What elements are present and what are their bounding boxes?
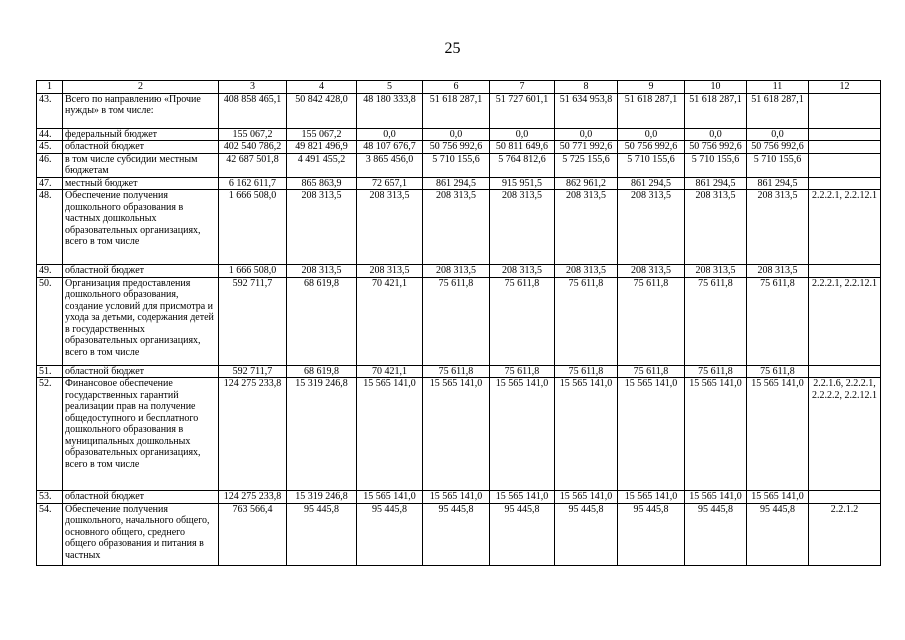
table-row xyxy=(37,491,881,504)
value-cell: 50 811 649,6 xyxy=(490,141,555,154)
value-cell: 208 313,5 xyxy=(357,190,423,265)
row-description: областной бюджет xyxy=(63,265,219,278)
value-cell: 15 565 141,0 xyxy=(357,378,423,491)
activity-code: 2.2.2.1, 2.2.12.1 xyxy=(809,277,881,365)
row-number: 47. xyxy=(37,177,63,190)
value-cell: 861 294,5 xyxy=(747,177,809,190)
value-cell: 95 445,8 xyxy=(685,503,747,565)
value-cell: 208 313,5 xyxy=(747,190,809,265)
value-cell: 208 313,5 xyxy=(423,190,490,265)
value-cell: 75 611,8 xyxy=(685,277,747,365)
value-cell: 48 180 333,8 xyxy=(357,93,423,128)
activity-code: 2.2.1.2 xyxy=(809,503,881,565)
header-cell: 7 xyxy=(490,81,555,94)
table-row xyxy=(37,365,881,378)
value-cell: 862 961,2 xyxy=(555,177,618,190)
value-cell: 592 711,7 xyxy=(219,365,287,378)
value-cell: 95 445,8 xyxy=(555,503,618,565)
table-row xyxy=(37,378,881,491)
value-cell: 95 445,8 xyxy=(747,503,809,565)
value-cell: 75 611,8 xyxy=(490,277,555,365)
value-cell: 0,0 xyxy=(555,128,618,141)
table-row xyxy=(37,277,881,365)
table-row xyxy=(37,128,881,141)
value-cell: 51 727 601,1 xyxy=(490,93,555,128)
table-row xyxy=(37,93,881,128)
value-cell: 75 611,8 xyxy=(618,277,685,365)
value-cell: 208 313,5 xyxy=(685,265,747,278)
activity-code xyxy=(809,93,881,128)
value-cell: 208 313,5 xyxy=(618,265,685,278)
row-description: Всего по направлению «Прочие нужды» в том числе: xyxy=(63,93,219,128)
value-cell: 50 756 992,6 xyxy=(423,141,490,154)
value-cell: 5 710 155,6 xyxy=(747,153,809,177)
value-cell: 5 710 155,6 xyxy=(618,153,685,177)
row-description: областной бюджет xyxy=(63,141,219,154)
row-number: 49. xyxy=(37,265,63,278)
header-cell: 10 xyxy=(685,81,747,94)
value-cell: 50 756 992,6 xyxy=(747,141,809,154)
value-cell: 15 565 141,0 xyxy=(685,378,747,491)
value-cell: 15 565 141,0 xyxy=(747,491,809,504)
value-cell: 15 565 141,0 xyxy=(618,378,685,491)
row-description: областной бюджет xyxy=(63,491,219,504)
value-cell: 0,0 xyxy=(618,128,685,141)
activity-code xyxy=(809,153,881,177)
value-cell: 3 865 456,0 xyxy=(357,153,423,177)
value-cell: 208 313,5 xyxy=(490,265,555,278)
value-cell: 0,0 xyxy=(490,128,555,141)
value-cell: 95 445,8 xyxy=(357,503,423,565)
value-cell: 592 711,7 xyxy=(219,277,287,365)
value-cell: 75 611,8 xyxy=(685,365,747,378)
value-cell: 5 764 812,6 xyxy=(490,153,555,177)
value-cell: 51 618 287,1 xyxy=(747,93,809,128)
value-cell: 124 275 233,8 xyxy=(219,378,287,491)
activity-code: 2.2.2.1, 2.2.12.1 xyxy=(809,190,881,265)
value-cell: 15 319 246,8 xyxy=(287,491,357,504)
value-cell: 75 611,8 xyxy=(490,365,555,378)
row-description: областной бюджет xyxy=(63,365,219,378)
value-cell: 95 445,8 xyxy=(618,503,685,565)
header-cell: 3 xyxy=(219,81,287,94)
value-cell: 15 565 141,0 xyxy=(555,378,618,491)
value-cell: 861 294,5 xyxy=(618,177,685,190)
value-cell: 5 710 155,6 xyxy=(685,153,747,177)
value-cell: 50 756 992,6 xyxy=(685,141,747,154)
value-cell: 208 313,5 xyxy=(490,190,555,265)
value-cell: 915 951,5 xyxy=(490,177,555,190)
row-description: Обеспечение получения дошкольного, начального общего, основного общего, среднего общего образования и питания в частных xyxy=(63,503,219,565)
value-cell: 4 491 455,2 xyxy=(287,153,357,177)
row-number: 51. xyxy=(37,365,63,378)
header-cell: 8 xyxy=(555,81,618,94)
page-number: 25 xyxy=(444,40,461,57)
value-cell: 0,0 xyxy=(357,128,423,141)
row-number: 54. xyxy=(37,503,63,565)
value-cell: 15 565 141,0 xyxy=(747,378,809,491)
row-number: 50. xyxy=(37,277,63,365)
row-description: Обеспечение получения дошкольного образования в частных дошкольных образовательных организациях, всего в том числе xyxy=(63,190,219,265)
value-cell: 208 313,5 xyxy=(555,265,618,278)
value-cell: 15 319 246,8 xyxy=(287,378,357,491)
value-cell: 5 710 155,6 xyxy=(423,153,490,177)
header-cell: 1 xyxy=(37,81,63,94)
header-cell: 4 xyxy=(287,81,357,94)
value-cell: 15 565 141,0 xyxy=(357,491,423,504)
value-cell: 70 421,1 xyxy=(357,365,423,378)
value-cell: 68 619,8 xyxy=(287,277,357,365)
value-cell: 208 313,5 xyxy=(357,265,423,278)
header-cell: 6 xyxy=(423,81,490,94)
row-description: Финансовое обеспечение государственных гарантий реализации прав на получение общедоступного и бесплатного дошкольного образования в муниципальных дошкольных образовательных организациях, всего в том числе xyxy=(63,378,219,491)
value-cell: 1 666 508,0 xyxy=(219,190,287,265)
value-cell: 208 313,5 xyxy=(287,265,357,278)
header-cell: 11 xyxy=(747,81,809,94)
value-cell: 72 657,1 xyxy=(357,177,423,190)
value-cell: 49 821 496,9 xyxy=(287,141,357,154)
value-cell: 75 611,8 xyxy=(423,277,490,365)
header-cell: 12 xyxy=(809,81,881,94)
value-cell: 51 618 287,1 xyxy=(618,93,685,128)
row-number: 45. xyxy=(37,141,63,154)
value-cell: 15 565 141,0 xyxy=(423,491,490,504)
activity-code xyxy=(809,265,881,278)
value-cell: 48 107 676,7 xyxy=(357,141,423,154)
row-description: Организация предоставления дошкольного образования, создание условий для присмотра и ухода за детьми, содержания детей в государственных образовательных организациях, всего в том числе xyxy=(63,277,219,365)
value-cell: 51 618 287,1 xyxy=(423,93,490,128)
value-cell: 1 666 508,0 xyxy=(219,265,287,278)
value-cell: 0,0 xyxy=(747,128,809,141)
table-row xyxy=(37,177,881,190)
value-cell: 70 421,1 xyxy=(357,277,423,365)
header-cell: 2 xyxy=(63,81,219,94)
activity-code xyxy=(809,128,881,141)
value-cell: 51 634 953,8 xyxy=(555,93,618,128)
table-row xyxy=(37,141,881,154)
row-description: федеральный бюджет xyxy=(63,128,219,141)
table-row xyxy=(37,190,881,265)
header-cell: 5 xyxy=(357,81,423,94)
value-cell: 15 565 141,0 xyxy=(685,491,747,504)
table-row xyxy=(37,503,881,565)
header-cell: 9 xyxy=(618,81,685,94)
value-cell: 763 566,4 xyxy=(219,503,287,565)
row-number: 43. xyxy=(37,93,63,128)
value-cell: 50 842 428,0 xyxy=(287,93,357,128)
value-cell: 208 313,5 xyxy=(747,265,809,278)
value-cell: 155 067,2 xyxy=(219,128,287,141)
value-cell: 861 294,5 xyxy=(685,177,747,190)
activity-code: 2.2.1.6, 2.2.2.1, 2.2.2.2, 2.2.12.1 xyxy=(809,378,881,491)
value-cell: 6 162 611,7 xyxy=(219,177,287,190)
row-number: 53. xyxy=(37,491,63,504)
table-row xyxy=(37,265,881,278)
value-cell: 15 565 141,0 xyxy=(618,491,685,504)
budget-table xyxy=(36,80,881,566)
value-cell: 15 565 141,0 xyxy=(423,378,490,491)
row-number: 48. xyxy=(37,190,63,265)
value-cell: 75 611,8 xyxy=(423,365,490,378)
value-cell: 50 756 992,6 xyxy=(618,141,685,154)
value-cell: 155 067,2 xyxy=(287,128,357,141)
row-description: в том числе субсидии местным бюджетам xyxy=(63,153,219,177)
value-cell: 208 313,5 xyxy=(555,190,618,265)
activity-code xyxy=(809,141,881,154)
value-cell: 75 611,8 xyxy=(747,365,809,378)
value-cell: 75 611,8 xyxy=(555,365,618,378)
value-cell: 95 445,8 xyxy=(490,503,555,565)
header-row xyxy=(37,81,881,94)
value-cell: 0,0 xyxy=(685,128,747,141)
value-cell: 95 445,8 xyxy=(287,503,357,565)
value-cell: 50 771 992,6 xyxy=(555,141,618,154)
value-cell: 124 275 233,8 xyxy=(219,491,287,504)
value-cell: 15 565 141,0 xyxy=(490,378,555,491)
value-cell: 208 313,5 xyxy=(423,265,490,278)
table-row xyxy=(37,153,881,177)
value-cell: 75 611,8 xyxy=(747,277,809,365)
activity-code xyxy=(809,365,881,378)
value-cell: 408 858 465,1 xyxy=(219,93,287,128)
value-cell: 402 540 786,2 xyxy=(219,141,287,154)
row-description: местный бюджет xyxy=(63,177,219,190)
value-cell: 42 687 501,8 xyxy=(219,153,287,177)
value-cell: 861 294,5 xyxy=(423,177,490,190)
value-cell: 865 863,9 xyxy=(287,177,357,190)
value-cell: 75 611,8 xyxy=(618,365,685,378)
value-cell: 208 313,5 xyxy=(685,190,747,265)
value-cell: 15 565 141,0 xyxy=(555,491,618,504)
value-cell: 68 619,8 xyxy=(287,365,357,378)
value-cell: 15 565 141,0 xyxy=(490,491,555,504)
value-cell: 51 618 287,1 xyxy=(685,93,747,128)
row-number: 44. xyxy=(37,128,63,141)
value-cell: 208 313,5 xyxy=(287,190,357,265)
value-cell: 75 611,8 xyxy=(555,277,618,365)
row-number: 46. xyxy=(37,153,63,177)
value-cell: 95 445,8 xyxy=(423,503,490,565)
value-cell: 0,0 xyxy=(423,128,490,141)
activity-code xyxy=(809,491,881,504)
value-cell: 208 313,5 xyxy=(618,190,685,265)
value-cell: 5 725 155,6 xyxy=(555,153,618,177)
activity-code xyxy=(809,177,881,190)
row-number: 52. xyxy=(37,378,63,491)
